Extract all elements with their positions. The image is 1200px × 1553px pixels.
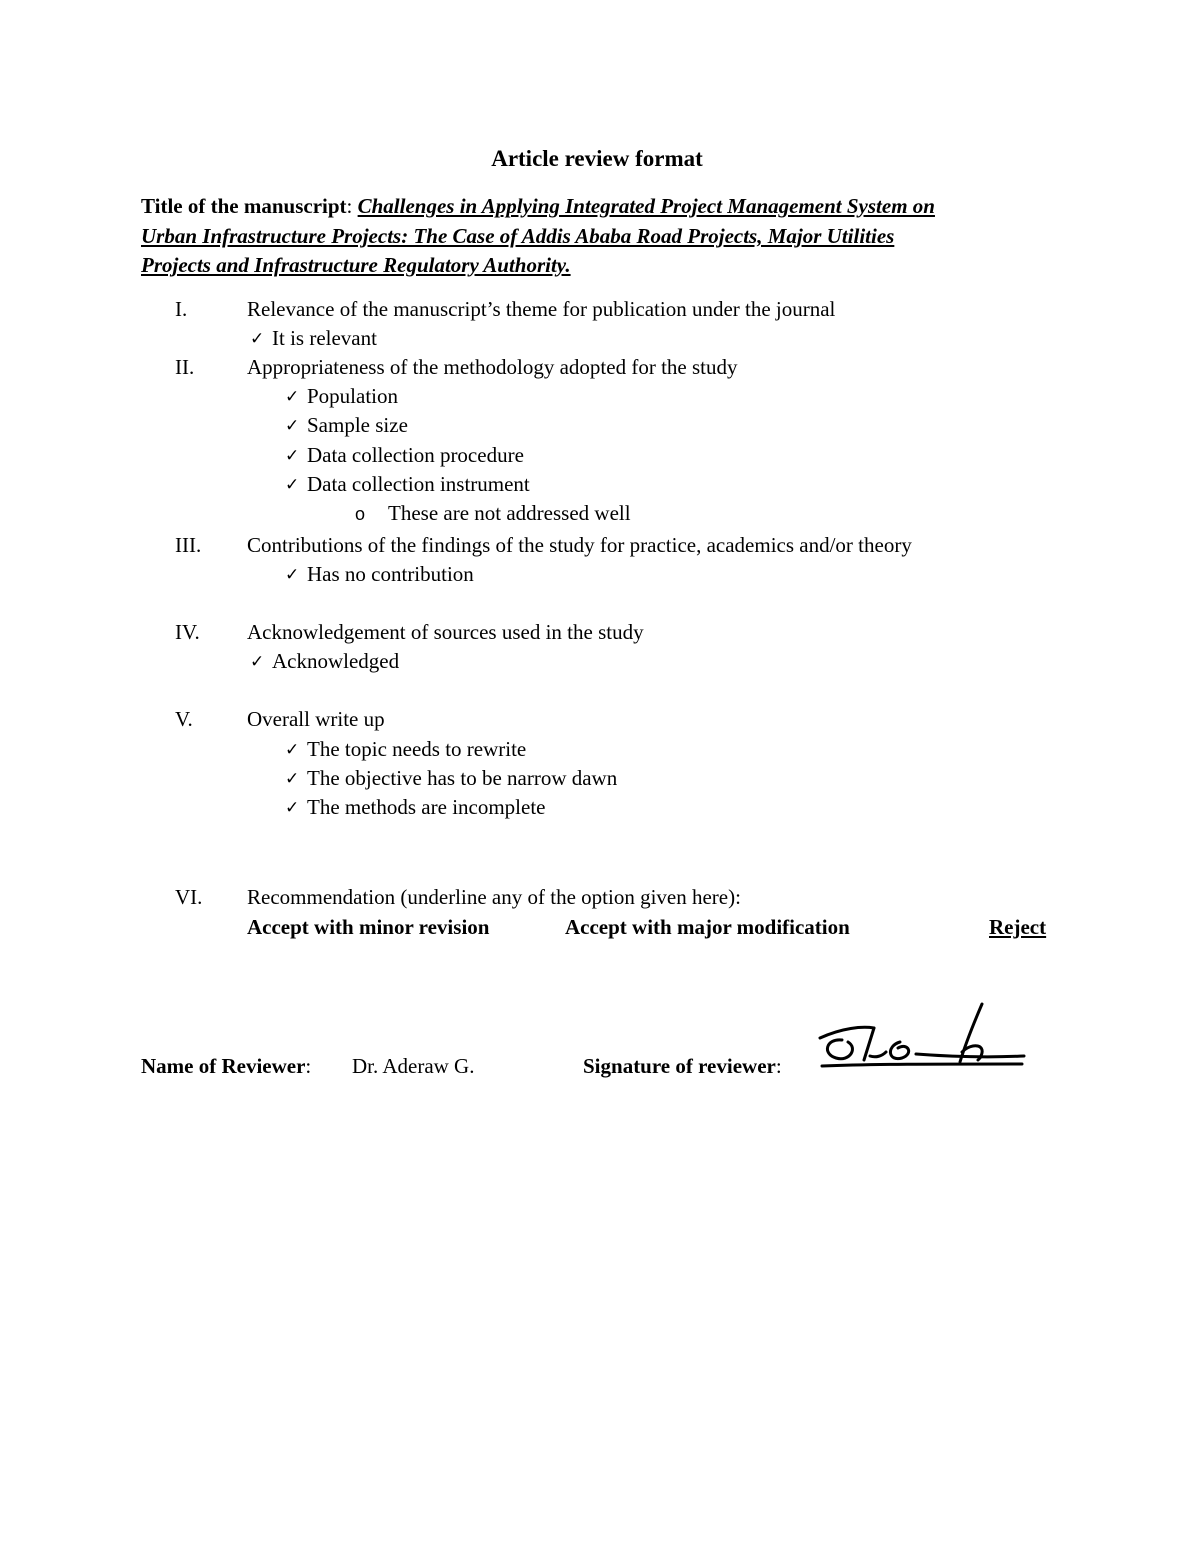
section-heading: Contributions of the findings of the study for practice, academics and/or theory <box>247 533 912 557</box>
checkmark-icon: ✓ <box>285 769 300 789</box>
checkmark-icon: ✓ <box>250 329 265 349</box>
check-item <box>250 328 377 349</box>
signature-label-colon: : <box>775 1054 782 1078</box>
reviewer-name-label: Name of Reviewer <box>141 1054 306 1078</box>
section-numeral: II. <box>175 355 195 379</box>
section-numeral: I. <box>175 297 188 321</box>
manuscript-label-colon: : <box>346 194 353 218</box>
checkmark-icon: ✓ <box>285 446 300 466</box>
check-item <box>285 768 617 789</box>
section-numeral: V. <box>175 707 193 731</box>
checkmark-icon: ✓ <box>285 475 300 495</box>
manuscript-title-line-1 <box>141 196 935 217</box>
check-item <box>285 564 474 585</box>
check-item <box>285 797 546 818</box>
checkmark-icon: ✓ <box>285 565 300 585</box>
section-heading: Appropriateness of the methodology adopted for the study <box>247 355 738 379</box>
section-heading: Acknowledgement of sources used in the study <box>247 620 644 644</box>
section-numeral: IV. <box>175 620 200 644</box>
reviewer-name-row <box>141 1056 311 1077</box>
option-reject: Reject <box>989 915 1047 939</box>
check-item-label: Sample size <box>307 413 408 437</box>
checkmark-icon: ✓ <box>250 652 265 672</box>
manuscript-label: Title of the manuscript <box>141 194 347 218</box>
checkmark-icon: ✓ <box>285 387 300 407</box>
option-major-modification: Accept with major modification <box>565 915 850 939</box>
section-numeral: III. <box>175 533 202 557</box>
reviewer-name-colon: : <box>305 1054 312 1078</box>
check-item <box>250 651 399 672</box>
section-heading: Recommendation (underline any of the option given here): <box>247 885 741 909</box>
check-item <box>285 474 530 495</box>
checkmark-icon: ✓ <box>285 416 300 436</box>
manuscript-title-text-2: Urban Infrastructure Projects: The Case of Addis Ababa Road Projects, Major Utilities <box>141 224 895 248</box>
sub-item-label: These are not addressed well <box>388 501 631 525</box>
checkmark-icon: ✓ <box>285 740 300 760</box>
check-item-label: Acknowledged <box>272 649 400 673</box>
section-numeral: VI. <box>175 885 203 909</box>
check-item-label: Data collection instrument <box>307 472 530 496</box>
section-heading: Relevance of the manuscript’s theme for publication under the journal <box>247 297 836 321</box>
check-item <box>285 415 408 436</box>
check-item <box>285 739 526 760</box>
check-item <box>285 386 398 407</box>
option-minor-revision: Accept with minor revision <box>247 915 490 939</box>
reviewer-name: Dr. Aderaw G. <box>352 1054 475 1078</box>
check-item-label: The objective has to be narrow dawn <box>307 766 618 790</box>
check-item-label: The topic needs to rewrite <box>307 737 527 761</box>
signature-label: Signature of reviewer <box>583 1054 776 1078</box>
signature-label-row <box>583 1056 782 1077</box>
check-item-label: Population <box>307 384 399 408</box>
checkmark-icon: ✓ <box>285 798 300 818</box>
manuscript-title-text-3: Projects and Infrastructure Regulatory Authority. <box>141 253 571 277</box>
section-heading: Overall write up <box>247 707 385 731</box>
check-item-label: It is relevant <box>272 326 377 350</box>
document-title: Article review format <box>491 146 703 171</box>
check-item-label: Data collection procedure <box>307 443 524 467</box>
manuscript-title-text-1: Challenges in Applying Integrated Project Management System on <box>357 194 935 218</box>
sub-bullet-marker: o <box>355 504 366 524</box>
signature-image <box>812 998 1032 1078</box>
check-item-label: The methods are incomplete <box>307 795 546 819</box>
check-item-label: Has no contribution <box>307 562 474 586</box>
check-item <box>285 445 524 466</box>
